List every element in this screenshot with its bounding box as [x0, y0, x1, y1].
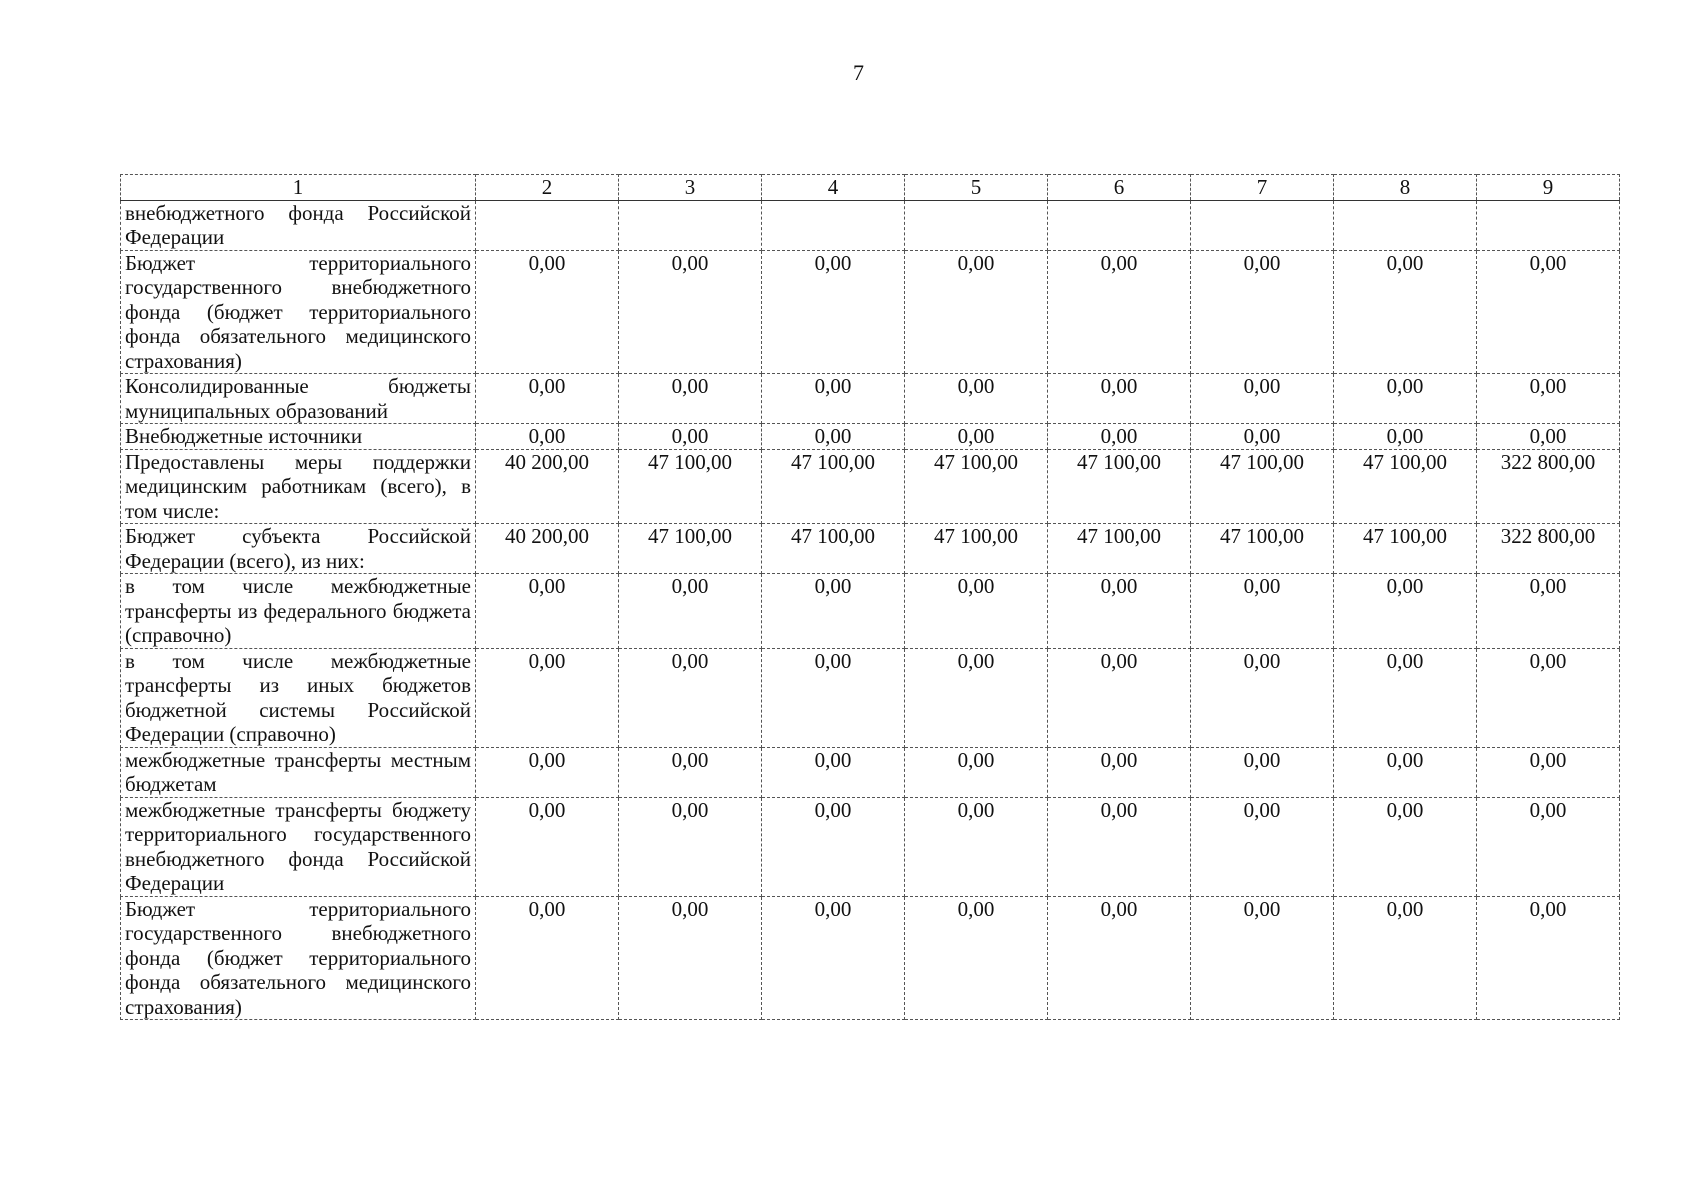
- value-cell: 0,00: [476, 747, 619, 797]
- table-row: [121, 648, 1620, 747]
- value-cell: 0,00: [1048, 374, 1191, 424]
- value-cell: [1191, 200, 1334, 250]
- value-cell: 0,00: [1334, 896, 1477, 1020]
- value-cell: 0,00: [619, 374, 762, 424]
- value-cell: 0,00: [476, 648, 619, 747]
- column-header: 7: [1191, 175, 1334, 201]
- value-cell: 47 100,00: [1334, 524, 1477, 574]
- value-cell: [476, 200, 619, 250]
- value-cell: 47 100,00: [905, 524, 1048, 574]
- value-cell: 0,00: [1048, 747, 1191, 797]
- value-cell: 322 800,00: [1477, 524, 1620, 574]
- value-cell: [1048, 200, 1191, 250]
- value-cell: 0,00: [905, 250, 1048, 374]
- value-cell: 0,00: [762, 648, 905, 747]
- value-cell: 47 100,00: [1048, 449, 1191, 524]
- row-label: межбюджетные трансферты бюджету территориального государственного внебюджетного фонда Российской Федерации: [121, 797, 476, 896]
- value-cell: 47 100,00: [905, 449, 1048, 524]
- value-cell: 0,00: [1191, 747, 1334, 797]
- row-label: межбюджетные трансферты местным бюджетам: [121, 747, 476, 797]
- value-cell: 0,00: [619, 896, 762, 1020]
- page-number: 7: [853, 60, 864, 85]
- value-cell: 40 200,00: [476, 524, 619, 574]
- value-cell: 0,00: [1191, 374, 1334, 424]
- value-cell: 0,00: [1191, 896, 1334, 1020]
- table-row: [121, 797, 1620, 896]
- value-cell: 0,00: [905, 374, 1048, 424]
- value-cell: [905, 200, 1048, 250]
- value-cell: 47 100,00: [1334, 449, 1477, 524]
- row-label: Бюджет территориального государственного внебюджетного фонда (бюджет территориального фонда обязательного медицинского страхования): [121, 250, 476, 374]
- value-cell: 0,00: [1048, 797, 1191, 896]
- value-cell: 0,00: [905, 574, 1048, 649]
- value-cell: 0,00: [1048, 648, 1191, 747]
- table-row: [121, 200, 1620, 250]
- value-cell: 0,00: [476, 797, 619, 896]
- table-header-row: [121, 175, 1620, 201]
- value-cell: 0,00: [1477, 747, 1620, 797]
- value-cell: 0,00: [762, 896, 905, 1020]
- value-cell: 0,00: [1477, 250, 1620, 374]
- value-cell: 47 100,00: [762, 524, 905, 574]
- value-cell: [762, 200, 905, 250]
- value-cell: 0,00: [1334, 747, 1477, 797]
- table-row: [121, 524, 1620, 574]
- value-cell: 0,00: [762, 574, 905, 649]
- value-cell: 0,00: [1191, 424, 1334, 450]
- value-cell: 0,00: [1191, 574, 1334, 649]
- value-cell: 0,00: [1191, 250, 1334, 374]
- value-cell: 0,00: [476, 250, 619, 374]
- row-label: в том числе межбюджетные трансферты из федерального бюджета (справочно): [121, 574, 476, 649]
- value-cell: [1334, 200, 1477, 250]
- value-cell: 0,00: [1334, 424, 1477, 450]
- value-cell: 0,00: [905, 648, 1048, 747]
- value-cell: 47 100,00: [619, 449, 762, 524]
- value-cell: 0,00: [619, 648, 762, 747]
- value-cell: [1477, 200, 1620, 250]
- column-header: 2: [476, 175, 619, 201]
- row-label: в том числе межбюджетные трансферты из иных бюджетов бюджетной системы Российской Федерации (справочно): [121, 648, 476, 747]
- value-cell: 0,00: [1477, 896, 1620, 1020]
- value-cell: 0,00: [905, 747, 1048, 797]
- value-cell: 0,00: [476, 374, 619, 424]
- value-cell: 0,00: [762, 374, 905, 424]
- budget-table: [120, 174, 1620, 1020]
- column-header: 3: [619, 175, 762, 201]
- row-label: Консолидированные бюджеты муниципальных образований: [121, 374, 476, 424]
- table-row: [121, 250, 1620, 374]
- row-label: Бюджет территориального государственного внебюджетного фонда (бюджет территориального фонда обязательного медицинского страхования): [121, 896, 476, 1020]
- value-cell: 0,00: [619, 574, 762, 649]
- value-cell: 0,00: [762, 250, 905, 374]
- value-cell: 0,00: [1334, 374, 1477, 424]
- value-cell: 0,00: [619, 250, 762, 374]
- table-row: [121, 574, 1620, 649]
- value-cell: 0,00: [1191, 648, 1334, 747]
- row-label: внебюджетного фонда Российской Федерации: [121, 200, 476, 250]
- table-body: [121, 200, 1620, 1020]
- column-header: 1: [121, 175, 476, 201]
- table-row: [121, 896, 1620, 1020]
- value-cell: 0,00: [1334, 574, 1477, 649]
- value-cell: 0,00: [1477, 574, 1620, 649]
- column-header: 4: [762, 175, 905, 201]
- value-cell: 0,00: [905, 896, 1048, 1020]
- value-cell: 0,00: [1048, 574, 1191, 649]
- value-cell: 322 800,00: [1477, 449, 1620, 524]
- value-cell: 0,00: [619, 747, 762, 797]
- value-cell: 47 100,00: [762, 449, 905, 524]
- value-cell: 0,00: [1477, 797, 1620, 896]
- row-label: Внебюджетные источники: [121, 424, 476, 450]
- table-row: [121, 424, 1620, 450]
- value-cell: 0,00: [905, 424, 1048, 450]
- value-cell: 0,00: [1191, 797, 1334, 896]
- value-cell: 0,00: [762, 424, 905, 450]
- value-cell: 0,00: [905, 797, 1048, 896]
- value-cell: 0,00: [619, 797, 762, 896]
- value-cell: 0,00: [476, 896, 619, 1020]
- column-header: 6: [1048, 175, 1191, 201]
- value-cell: 0,00: [1048, 424, 1191, 450]
- value-cell: 0,00: [1477, 648, 1620, 747]
- row-label: Бюджет субъекта Российской Федерации (всего), из них:: [121, 524, 476, 574]
- row-label: Предоставлены меры поддержки медицинским работникам (всего), в том числе:: [121, 449, 476, 524]
- value-cell: 47 100,00: [1048, 524, 1191, 574]
- value-cell: 0,00: [1048, 250, 1191, 374]
- value-cell: 0,00: [1334, 250, 1477, 374]
- value-cell: 0,00: [476, 574, 619, 649]
- table-row: [121, 374, 1620, 424]
- value-cell: 0,00: [762, 797, 905, 896]
- value-cell: 0,00: [619, 424, 762, 450]
- value-cell: 0,00: [1477, 374, 1620, 424]
- column-header: 8: [1334, 175, 1477, 201]
- value-cell: 0,00: [1048, 896, 1191, 1020]
- value-cell: 47 100,00: [1191, 524, 1334, 574]
- value-cell: 0,00: [1477, 424, 1620, 450]
- value-cell: 40 200,00: [476, 449, 619, 524]
- value-cell: [619, 200, 762, 250]
- value-cell: 0,00: [1334, 797, 1477, 896]
- value-cell: 0,00: [1334, 648, 1477, 747]
- value-cell: 47 100,00: [1191, 449, 1334, 524]
- column-header: 9: [1477, 175, 1620, 201]
- value-cell: 47 100,00: [619, 524, 762, 574]
- table-row: [121, 747, 1620, 797]
- value-cell: 0,00: [476, 424, 619, 450]
- table-row: [121, 449, 1620, 524]
- column-header: 5: [905, 175, 1048, 201]
- value-cell: 0,00: [762, 747, 905, 797]
